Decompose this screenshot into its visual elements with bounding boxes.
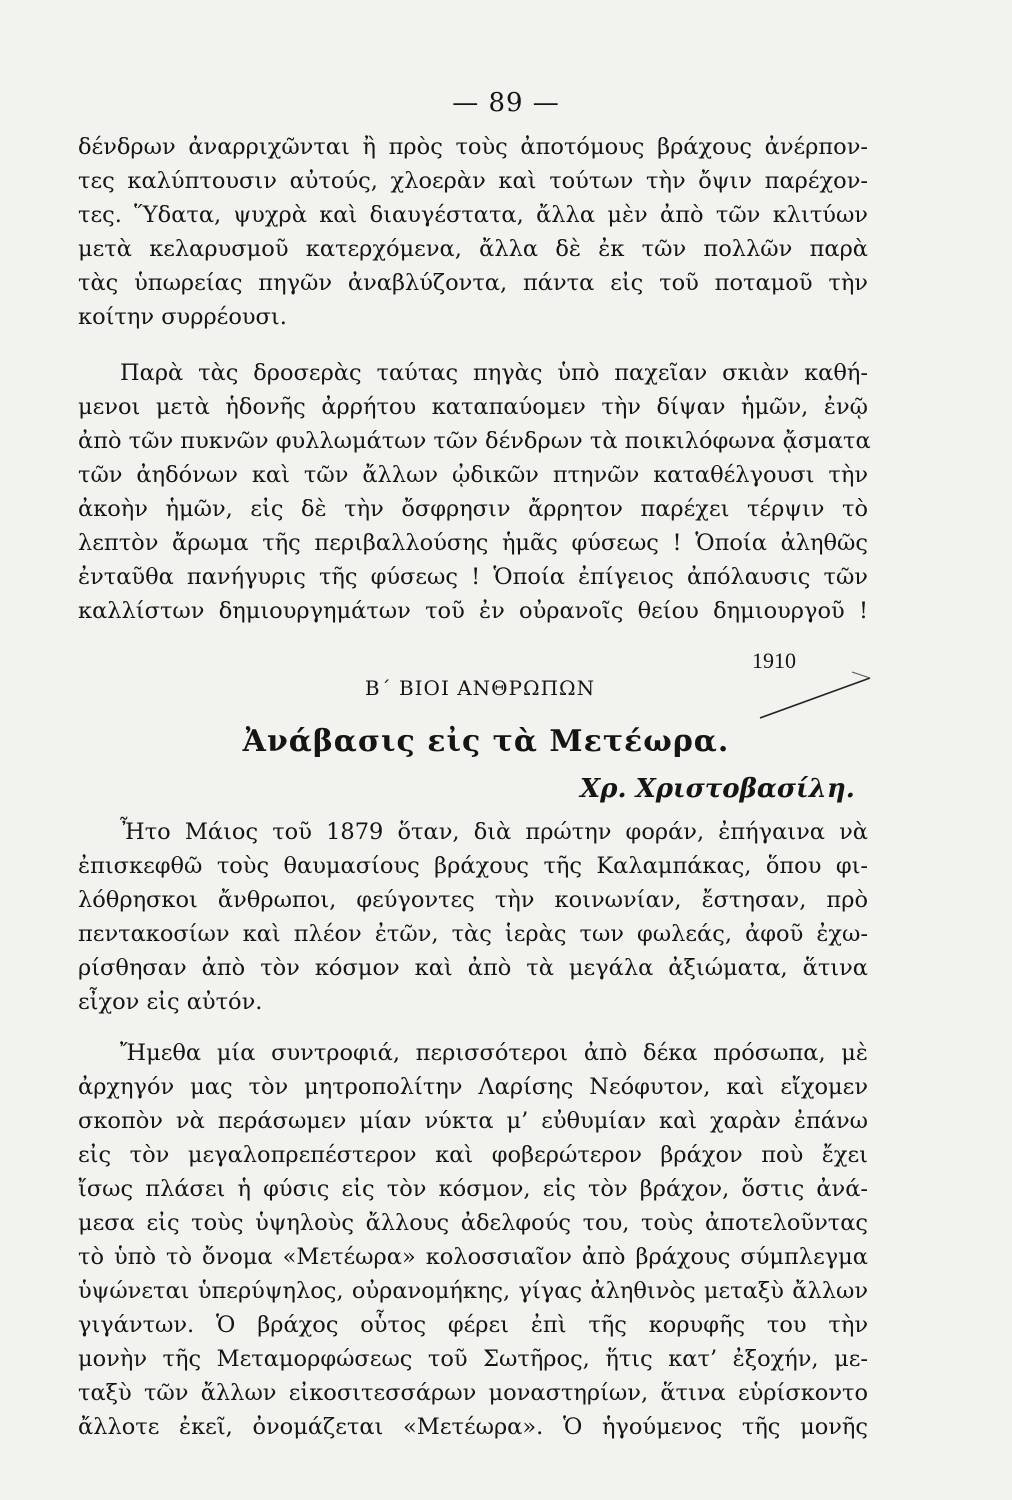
text-line: λόθρησκοι ἄνθρωποι, φεύγοντες τὴν κοινωνίαν, ἔστησαν, πρὸ bbox=[78, 887, 868, 913]
text-line: ταξὺ τῶν ἄλλων εἰκοσιτεσσάρων μοναστηρίων, ἅτινα εὑρίσκοντο bbox=[78, 1380, 868, 1406]
text-line: πεντακοσίων καὶ πλέον ἐτῶν, τὰς ἱερὰς των φωλεάς, ἀφοῦ ἐχω- bbox=[78, 921, 868, 947]
text-line: γιγάντων. Ὁ βράχος οὗτος φέρει ἐπὶ τῆς κορυφῆς του τὴν bbox=[78, 1312, 868, 1338]
text-line: εἶχον εἰς αὐτόν. bbox=[78, 989, 263, 1015]
text-line: ὑψώνεται ὑπερύψηλος, οὐρανομήκης, γίγας ἀληθινὸς μεταξὺ ἄλλων bbox=[78, 1278, 868, 1304]
text-line: δένδρων ἀναρριχῶνται ἢ πρὸς τοὺς ἀποτόμους βράχους ἀνέρπον- bbox=[78, 134, 868, 160]
text-line: Ἦτο Μάιος τοῦ 1879 ὅταν, διὰ πρώτην φοράν, ἐπήγαινα νὰ bbox=[120, 819, 868, 845]
text-line: μενοι μετὰ ἡδονῆς ἀρρήτου καταπαύομεν τὴν δίψαν ἡμῶν, ἐνῷ bbox=[78, 394, 868, 420]
text-line: ἀκοὴν ἡμῶν, εἰς δὲ τὴν ὄσφρησιν ἄρρητον παρέχει τέρψιν τὸ bbox=[78, 496, 868, 522]
text-line: ἐνταῦθα πανήγυρις τῆς φύσεως ! Ὁποία ἐπίγειος ἀπόλαυσις τῶν bbox=[78, 564, 868, 590]
text-line: ἴσως πλάσει ἡ φύσις εἰς τὸν κόσμον, εἰς τὸν βράχον, ὅστις ἀνά- bbox=[78, 1176, 868, 1202]
paragraph-4 bbox=[78, 1036, 868, 1444]
rule-tick bbox=[852, 672, 870, 678]
text-line: τες. Ὕδατα, ψυχρὰ καὶ διαυγέστατα, ἄλλα μὲν ἀπὸ τῶν κλιτύων bbox=[78, 202, 868, 228]
section-heading: Β΄ ΒΙΟΙ ΑΝΘΡΩΠΩΝ bbox=[364, 676, 596, 700]
text-line: κοίτην συρρέουσι. bbox=[78, 304, 287, 330]
text-line: ἀρχηγόν μας τὸν μητροπολίτην Λαρίσης Νεόφυτον, καὶ εἴχομεν bbox=[78, 1074, 868, 1100]
page-number: — 89 — bbox=[452, 88, 560, 118]
text-line: μεσα εἰς τοὺς ὑψηλοὺς ἄλλους ἀδελφούς του, τοὺς ἀποτελοῦντας bbox=[78, 1210, 868, 1236]
text-line: ἐπισκεφθῶ τοὺς θαυμασίους βράχους τῆς Καλαμπάκας, ὅπου φι- bbox=[78, 853, 868, 879]
paragraph-3 bbox=[78, 815, 868, 1019]
text-line: ρίσθησαν ἀπὸ τὸν κόσμον καὶ ἀπὸ τὰ μεγάλα ἀξιώματα, ἅτινα bbox=[78, 955, 868, 981]
text-line: μονὴν τῆς Μεταμορφώσεως τοῦ Σωτῆρος, ἥτις κατ’ ἐξοχήν, με- bbox=[78, 1346, 868, 1372]
year: 1910 bbox=[752, 648, 796, 673]
text-line: τὰς ὑπωρείας πηγῶν ἀναβλύζοντα, πάντα εἰς τοῦ ποταμοῦ τὴν bbox=[78, 270, 868, 296]
text-line: λεπτὸν ἄρωμα τῆς περιβαλλούσης ἡμᾶς φύσεως ! Ὁποία ἀληθῶς bbox=[78, 530, 868, 556]
text-line: εἰς τὸν μεγαλοπρεπέστερον καὶ φοβερώτερον βράχον ποὺ ἔχει bbox=[78, 1142, 868, 1168]
article-author: Χρ. Χριστοβασίλη. bbox=[580, 774, 855, 804]
text-line: ἀπὸ τῶν πυκνῶν φυλλωμάτων τῶν δένδρων τὰ ποικιλόφωνα ᾄσματα bbox=[78, 428, 871, 454]
text-line: τὸ ὑπὸ τὸ ὄνομα «Μετέωρα» κολοσσιαῖον ἀπὸ βράχους σύμπλεγμα bbox=[78, 1244, 868, 1270]
diagonal-rule-line bbox=[760, 678, 870, 718]
text-line: τες καλύπτουσιν αὐτούς, χλοερὰν καὶ τούτων τὴν ὄψιν παρέχον- bbox=[78, 168, 868, 194]
text-line: Παρὰ τὰς δροσερὰς ταύτας πηγὰς ὑπὸ παχεῖαν σκιὰν καθή- bbox=[120, 360, 868, 386]
article-title: Ἀνάβασις εἰς τὰ Μετέωρα. bbox=[242, 724, 730, 759]
text-line: τῶν ἀηδόνων καὶ τῶν ἄλλων ᾠδικῶν πτηνῶν καταθέλγουσι τὴν bbox=[78, 462, 868, 488]
text-line: σκοπὸν νὰ περάσωμεν μίαν νύκτα μ’ εὐθυμίαν καὶ χαρὰν ἐπάνω bbox=[78, 1108, 868, 1134]
text-line: καλλίστων δημιουργημάτων τοῦ ἐν οὐρανοῖς θείου δημιουργοῦ ! bbox=[78, 598, 868, 624]
text-line: μετὰ κελαρυσμοῦ κατερχόμενα, ἄλλα δὲ ἐκ τῶν πολλῶν παρὰ bbox=[78, 236, 868, 262]
text-line: ἄλλοτε ἐκεῖ, ὀνομάζεται «Μετέωρα». Ὁ ἡγούμενος τῆς μονῆς bbox=[78, 1414, 868, 1440]
text-line: Ἤμεθα μία συντροφιά, περισσότεροι ἀπὸ δέκα πρόσωπα, μὲ bbox=[120, 1040, 868, 1066]
